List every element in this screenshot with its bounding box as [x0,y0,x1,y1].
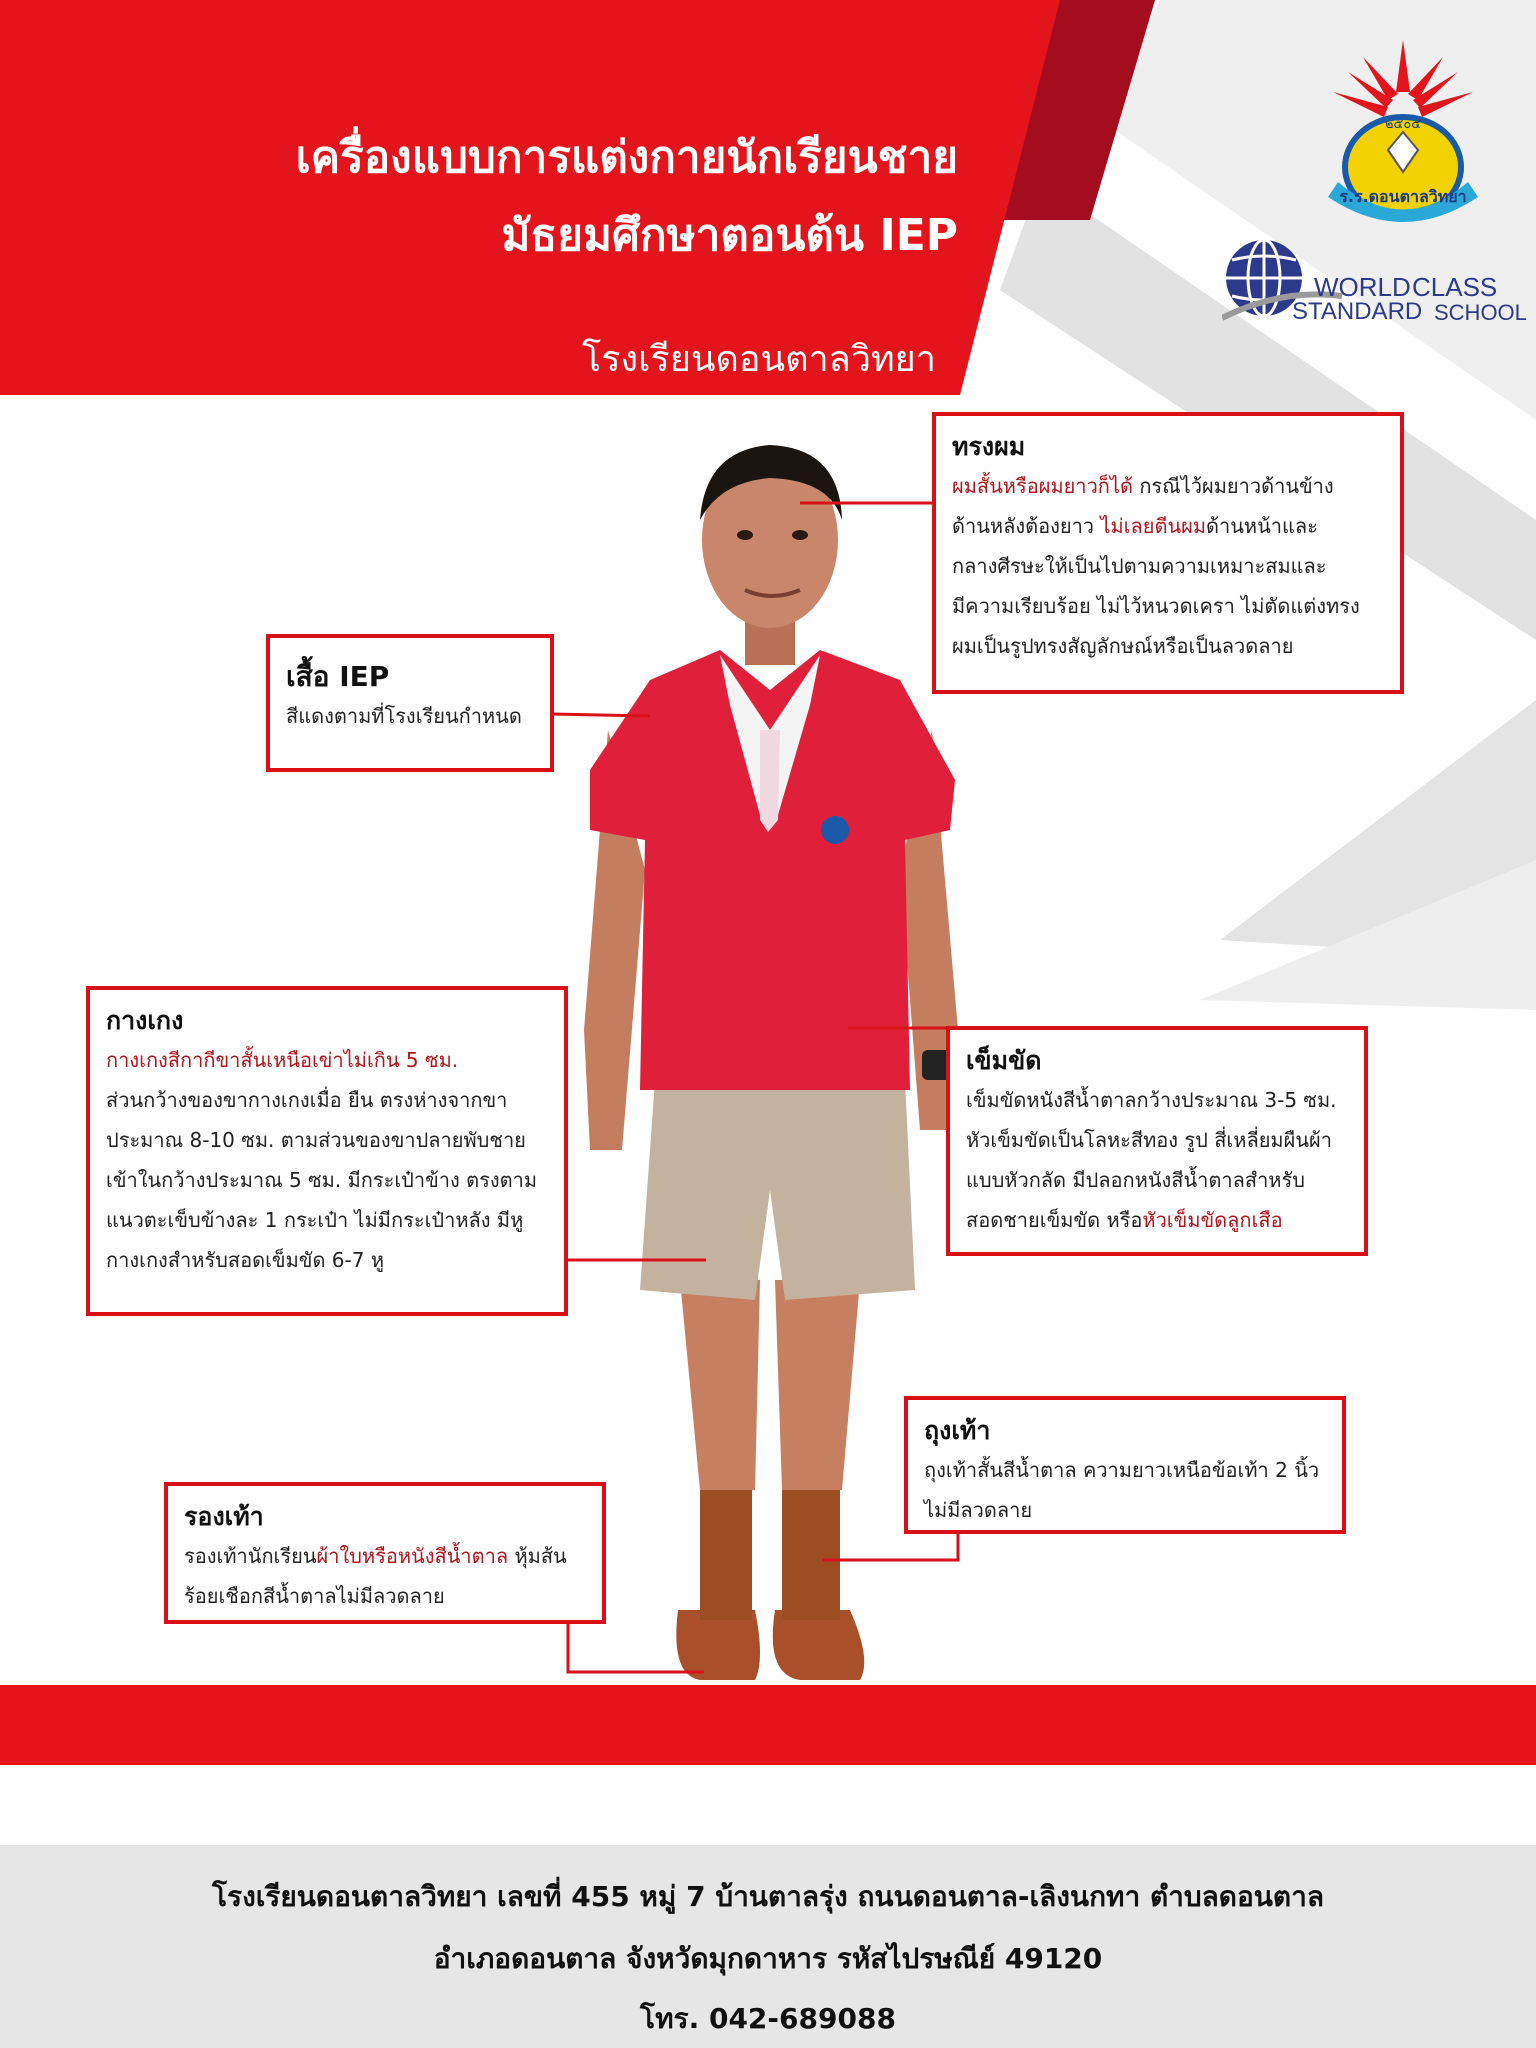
callout-shorts [86,986,568,1316]
shoes-heading: รองเท้า [184,1502,264,1531]
shorts-heading: กางเกง [106,1006,184,1035]
shirt-heading: เสื้อ IEP [286,660,390,693]
wcss-world: WORLD [1314,272,1411,302]
belt-line3: แบบหัวกลัด มีปลอกหนังสีน้ำตาลสำหรับ [966,1168,1305,1192]
footer-address-line2: อำเภอดอนตาล จังหวัดมุกดาหาร รหัสไปรษณีย์ 49120 [433,1942,1103,1975]
belt-heading: เข็มขัด [966,1046,1042,1075]
seal-year-text: ๒๕๐๕ [1384,117,1422,132]
wcss-school: SCHOOL [1434,300,1527,325]
hair-line3: กลางศีรษะให้เป็นไปตามความเหมาะสมและ [952,554,1327,578]
footer-address-panel [0,1845,1536,2048]
shorts-line5: แนวตะเข็บข้างละ 1 กระเป๋า ไม่มีกระเป๋าหลัง มีหู [106,1208,524,1232]
wcss-class: CLASS [1412,272,1498,302]
title-line-2: มัธยมศึกษาตอนต้น IEP [501,210,958,261]
footer-phone: โทร. 042-689088 [640,2002,896,2035]
callout-shirt [266,634,554,772]
belt-line2: หัวเข็มขัดเป็นโลหะสีทอง รูป สี่เหลี่ยมผืนผ้า [966,1128,1332,1152]
belt-line4-a: สอดชายเข็มขัด หรือ [966,1208,1143,1232]
hair-line1-red: ผมสั้นหรือผมยาวก็ได้ [952,474,1133,498]
callout-hair [932,412,1404,694]
socks-heading: ถุงเท้า [924,1416,991,1445]
seal-ribbon-text: ร.ร.ดอนตาลวิทยา [1339,187,1467,206]
wcss-standard: STANDARD [1292,298,1423,325]
shoes-line1-b: หุ้มส้น [508,1544,567,1568]
callout-socks [904,1396,1346,1534]
hair-heading: ทรงผม [952,432,1026,461]
socks-line1: ถุงเท้าสั้นสีน้ำตาล ความยาวเหนือข้อเท้า 2 นิ้ว [924,1458,1320,1482]
shorts-line4: เข้าในกว้างประมาณ 5 ซม. มีกระเป๋าข้าง ตรงตาม [106,1168,538,1192]
shoes-line1-a: รองเท้านักเรียน [184,1544,317,1568]
hair-line2-a: ด้านหลังต้องยาว [952,514,1101,538]
shorts-line6: กางเกงสำหรับสอดเข็มขัด 6-7 หู [106,1248,384,1272]
hair-line2-red: ไม่เลยตีนผม [1100,514,1207,538]
shorts-line2: ส่วนกว้างของขากางเกงเมื่อ ยืน ตรงห่างจากขา [106,1088,508,1112]
hair-line2-b: ด้านหน้าและ [1206,514,1318,538]
hair-line4: มีความเรียบร้อย ไม่ไว้หนวดเครา ไม่ตัดแต่งทรง [952,594,1360,618]
shorts-line3: ประมาณ 8-10 ซม. ตามส่วนของขาปลายพับชาย [106,1128,526,1152]
socks-line2: ไม่มีลวดลาย [924,1498,1033,1522]
belt-line4-red: หัวเข็มขัดลูกเสือ [1142,1208,1283,1232]
footer-red-band [0,1685,1536,1765]
shoes-line1-red: ผ้าใบหรือหนังสีน้ำตาล [316,1544,509,1568]
footer-address-line1: โรงเรียนดอนตาลวิทยา เลขที่ 455 หมู่ 7 บ้านตาลรุ่ง ถนนดอนตาล-เลิงนกทา ตำบลดอนตาล [211,1880,1324,1913]
shoes-line2: ร้อยเชือกสีน้ำตาลไม่มีลวดลาย [184,1584,445,1608]
school-name: โรงเรียนดอนตาลวิทยา [581,339,936,380]
callout-shoes [164,1482,606,1624]
belt-line1: เข็มขัดหนังสีน้ำตาลกว้างประมาณ 3-5 ซม. [966,1088,1337,1112]
title-line-1: เครื่องแบบการแต่งกายนักเรียนชาย [295,132,958,183]
shirt-line1: สีแดงตามที่โรงเรียนกำหนด [286,704,522,728]
hair-line1-rest: กรณีไว้ผมยาวด้านข้าง [1132,474,1334,498]
hair-line5: ผมเป็นรูปทรงสัญลักษณ์หรือเป็นลวดลาย [952,634,1294,658]
callout-belt [946,1026,1368,1256]
shorts-line1: กางเกงสีกากีขาสั้นเหนือเข่าไม่เกิน 5 ซม. [106,1048,459,1072]
